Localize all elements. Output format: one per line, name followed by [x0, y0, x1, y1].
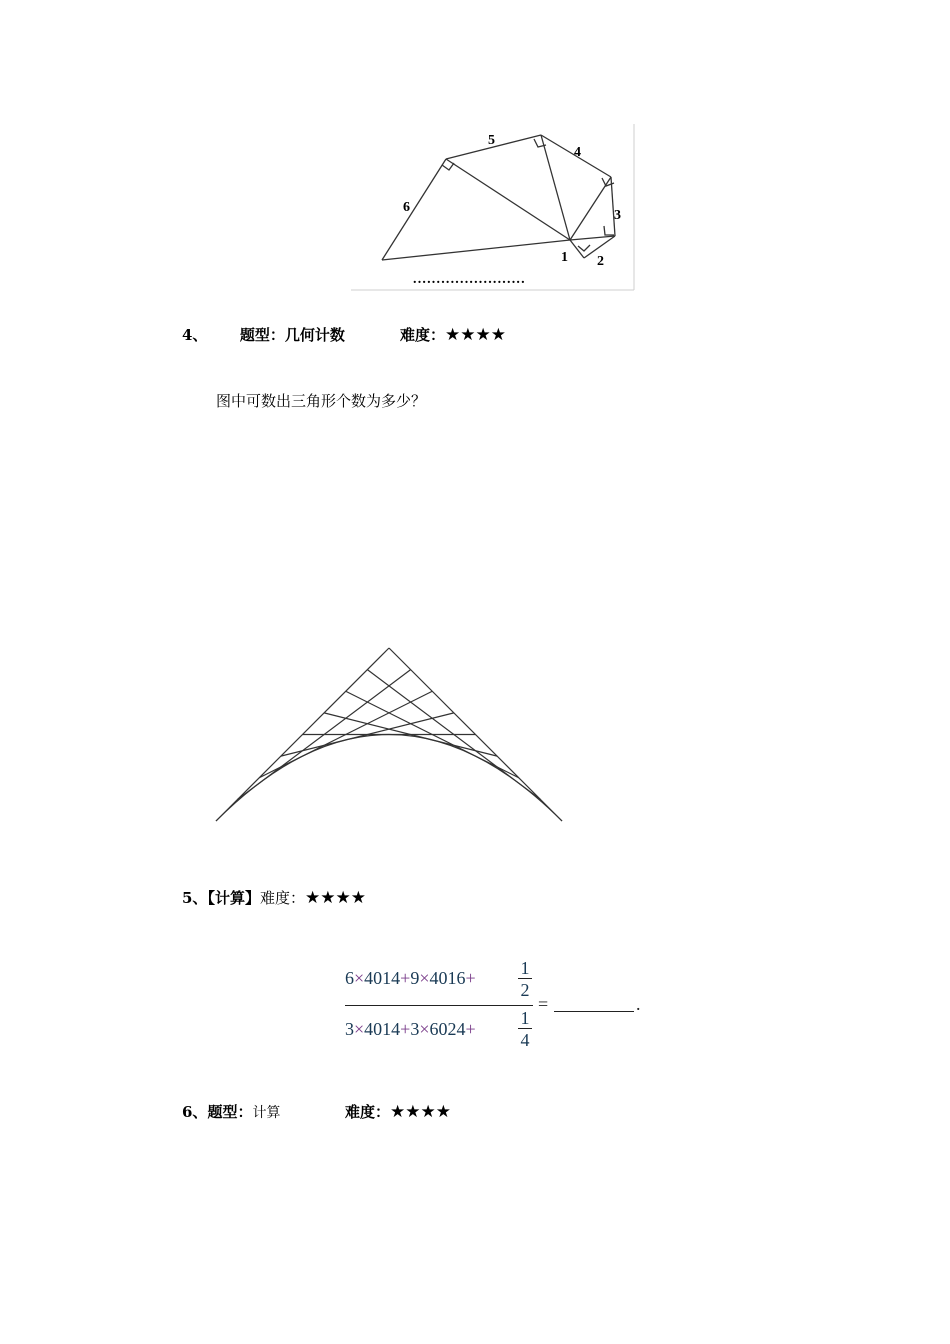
- q6-stars: ★★★★: [390, 1102, 451, 1122]
- times-sign: ×: [419, 1019, 430, 1039]
- q6-difficulty-label: 难度：: [345, 1103, 391, 1121]
- q5-expression: [340, 958, 660, 1058]
- plus-sign: +: [400, 1019, 411, 1039]
- plus-sign: +: [400, 968, 411, 988]
- times-sign: ×: [354, 968, 365, 988]
- fraction-numerator: 1: [520, 1008, 530, 1028]
- label-1: 1: [561, 250, 568, 265]
- label-6: 6: [403, 200, 410, 215]
- q4-type-value: 几何计数: [284, 326, 345, 344]
- fraction-denominator: 2: [520, 980, 530, 1000]
- figure-right-triangles: [350, 120, 640, 295]
- q4-stars: ★★★★: [445, 325, 506, 345]
- label-4: 4: [574, 145, 581, 160]
- num-term: 4014: [364, 968, 401, 988]
- den-term: 3: [410, 1019, 420, 1039]
- q6-type-label: 题型：: [207, 1103, 253, 1121]
- figure-arch-grid: [210, 640, 570, 830]
- q6-type-value: 计算: [252, 1105, 281, 1121]
- main-fraction-bar: [345, 1005, 533, 1006]
- q6-difficulty: [345, 1101, 451, 1122]
- answer-blank: [554, 1011, 634, 1012]
- den-term: 4014: [364, 1019, 401, 1039]
- numerator: [345, 968, 476, 989]
- times-sign: ×: [419, 968, 430, 988]
- q5-difficulty-label: 难度：: [259, 889, 305, 907]
- fraction-numerator: 1: [520, 958, 530, 978]
- q5-stars: ★★★★: [304, 888, 366, 908]
- q6-number: 6、: [182, 1103, 208, 1121]
- q4-number: 4、: [182, 326, 208, 344]
- q5-tag: 【计算】: [207, 889, 260, 907]
- label-5: 5: [488, 133, 495, 148]
- q4-difficulty-label: 难度：: [400, 326, 446, 344]
- q4-heading: [182, 324, 345, 345]
- denominator: [345, 1019, 476, 1040]
- den-term: 3: [345, 1019, 354, 1039]
- times-sign: ×: [354, 1019, 365, 1039]
- equals-sign: =: [538, 994, 549, 1014]
- denominator-fraction: [518, 1008, 532, 1051]
- plus-sign: +: [465, 968, 476, 988]
- q5-heading: [182, 887, 366, 908]
- num-term: 6: [345, 968, 354, 988]
- end-period: .: [636, 994, 641, 1014]
- num-term: 9: [410, 968, 420, 988]
- arch-curve: [216, 735, 562, 822]
- den-term: 6024: [429, 1019, 466, 1039]
- q4-question: 图中可数出三角形个数为多少？: [216, 392, 427, 410]
- plus-sign: +: [465, 1019, 476, 1039]
- q5-number: 5、: [182, 889, 208, 907]
- q6-heading: [182, 1101, 280, 1122]
- answer-dots: ........................: [413, 272, 526, 287]
- q4-difficulty: [400, 324, 506, 345]
- q4-type-label: 题型：: [239, 326, 285, 344]
- num-term: 4016: [429, 968, 466, 988]
- label-3: 3: [614, 208, 621, 223]
- label-2: 2: [597, 254, 604, 269]
- numerator-fraction: [518, 958, 532, 1001]
- fraction-denominator: 4: [520, 1030, 530, 1050]
